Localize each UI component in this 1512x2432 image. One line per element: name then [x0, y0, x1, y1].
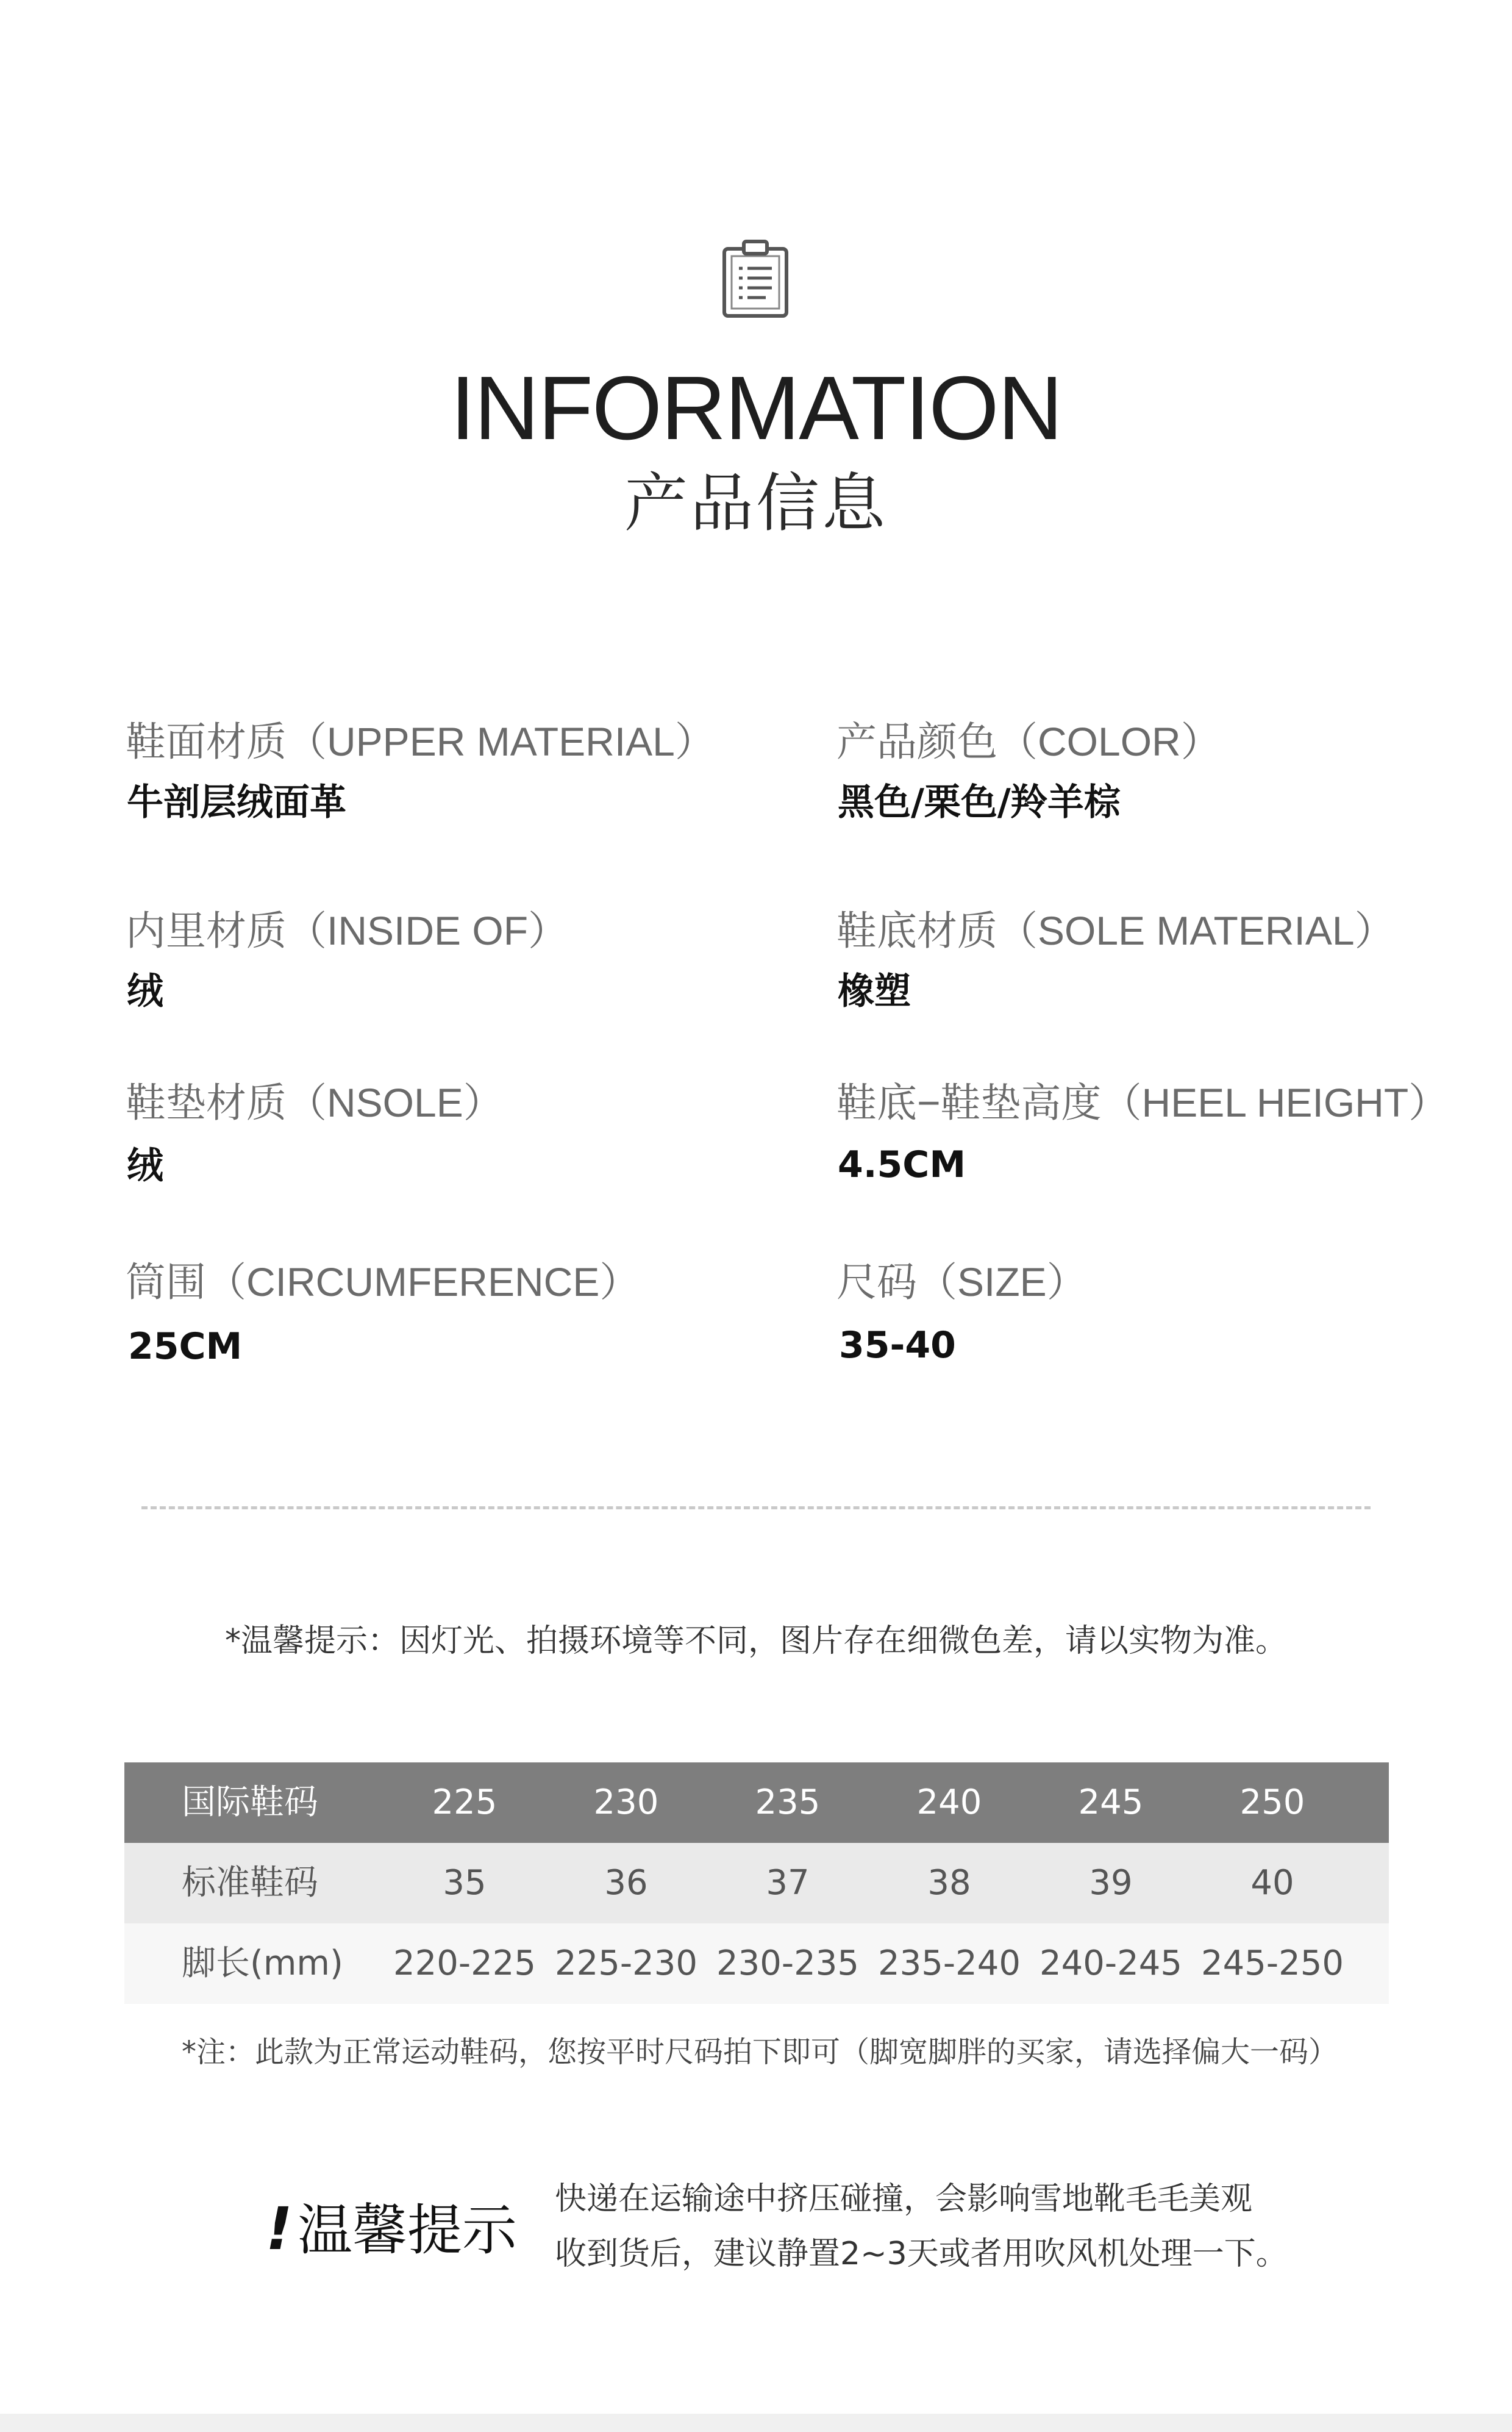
spec-value-circumference: 25CM [128, 1325, 243, 1368]
warm-tip-line: 快递在运输途中挤压碰撞，会影响雪地靴毛毛美观 [555, 2181, 1253, 2217]
spec-value-color: 黑色/栗色/羚羊棕 [838, 781, 1121, 824]
table-cell: 230 [593, 1783, 659, 1822]
size-table [124, 1762, 1389, 2004]
table-cell: 35 [443, 1863, 487, 1903]
table-cell: 250 [1239, 1783, 1305, 1822]
table-row [124, 1923, 1389, 2004]
spec-value-size: 35-40 [839, 1324, 956, 1367]
table-cell: 245 [1078, 1783, 1144, 1822]
table-cell: 40 [1250, 1863, 1294, 1903]
spec-label-insole: 鞋垫材质（NSOLE） [126, 1080, 504, 1125]
table-cell: 230-235 [716, 1944, 859, 1983]
table-cell: 245-250 [1201, 1944, 1344, 1983]
spec-value-sole-material: 橡塑 [838, 970, 911, 1013]
spec-label-sole-material: 鞋底材质（SOLE MATERIAL） [836, 908, 1395, 953]
table-cell: 225-230 [555, 1944, 697, 1983]
size-note: *注：此款为正常运动鞋码，您按平时尺码拍下即可（脚宽脚胖的买家，请选择偏大一码） [182, 2035, 1338, 2069]
spec-value-lining: 绒 [127, 970, 163, 1013]
table-cell: 37 [766, 1863, 810, 1903]
spec-label-upper-material: 鞋面材质（UPPER MATERIAL） [126, 719, 715, 764]
page-subtitle: 产品信息 [624, 466, 888, 540]
spec-value-upper-material: 牛剖层绒面革 [127, 781, 346, 824]
table-cell: 39 [1089, 1863, 1133, 1903]
table-cell: 36 [604, 1863, 648, 1903]
spec-value-heel-height: 4.5CM [838, 1143, 966, 1186]
table-cell: 235-240 [878, 1944, 1021, 1983]
table-cell: 240 [916, 1783, 982, 1822]
spec-label-color: 产品颜色（COLOR） [836, 719, 1221, 764]
spec-label-heel-height: 鞋底−鞋垫高度（HEEL HEIGHT） [836, 1080, 1449, 1125]
table-cell: 240-245 [1040, 1944, 1182, 1983]
row-label: 标准鞋码 [182, 1863, 318, 1903]
page-title: INFORMATION [450, 358, 1062, 459]
spec-label-circumference: 筒围（CIRCUMFERENCE） [126, 1259, 640, 1304]
table-header-row [124, 1762, 1389, 1843]
spec-value-insole: 绒 [127, 1145, 163, 1187]
table-cell: 38 [927, 1863, 971, 1903]
bottom-band [0, 2414, 1512, 2432]
table-cell: 225 [432, 1783, 497, 1822]
spec-label-size: 尺码（SIZE） [836, 1259, 1087, 1304]
warm-tip-title: 温馨提示 [298, 2198, 517, 2262]
clipboard-icon [721, 239, 790, 318]
table-cell: 220-225 [393, 1944, 536, 1983]
row-label: 国际鞋码 [182, 1783, 318, 1822]
table-row [124, 1843, 1389, 1923]
row-label: 脚长(mm) [182, 1944, 343, 1983]
warm-tip-line: 收到货后，建议静置2~3天或者用吹风机处理一下。 [555, 2236, 1288, 2272]
exclamation-icon: ! [266, 2195, 293, 2263]
table-cell: 235 [755, 1783, 821, 1822]
color-tip: *温馨提示：因灯光、拍摄环境等不同，图片存在细微色差，请以实物为准。 [224, 1623, 1287, 1659]
dashed-divider [141, 1506, 1371, 1509]
spec-label-lining: 内里材质（INSIDE OF） [126, 908, 569, 953]
